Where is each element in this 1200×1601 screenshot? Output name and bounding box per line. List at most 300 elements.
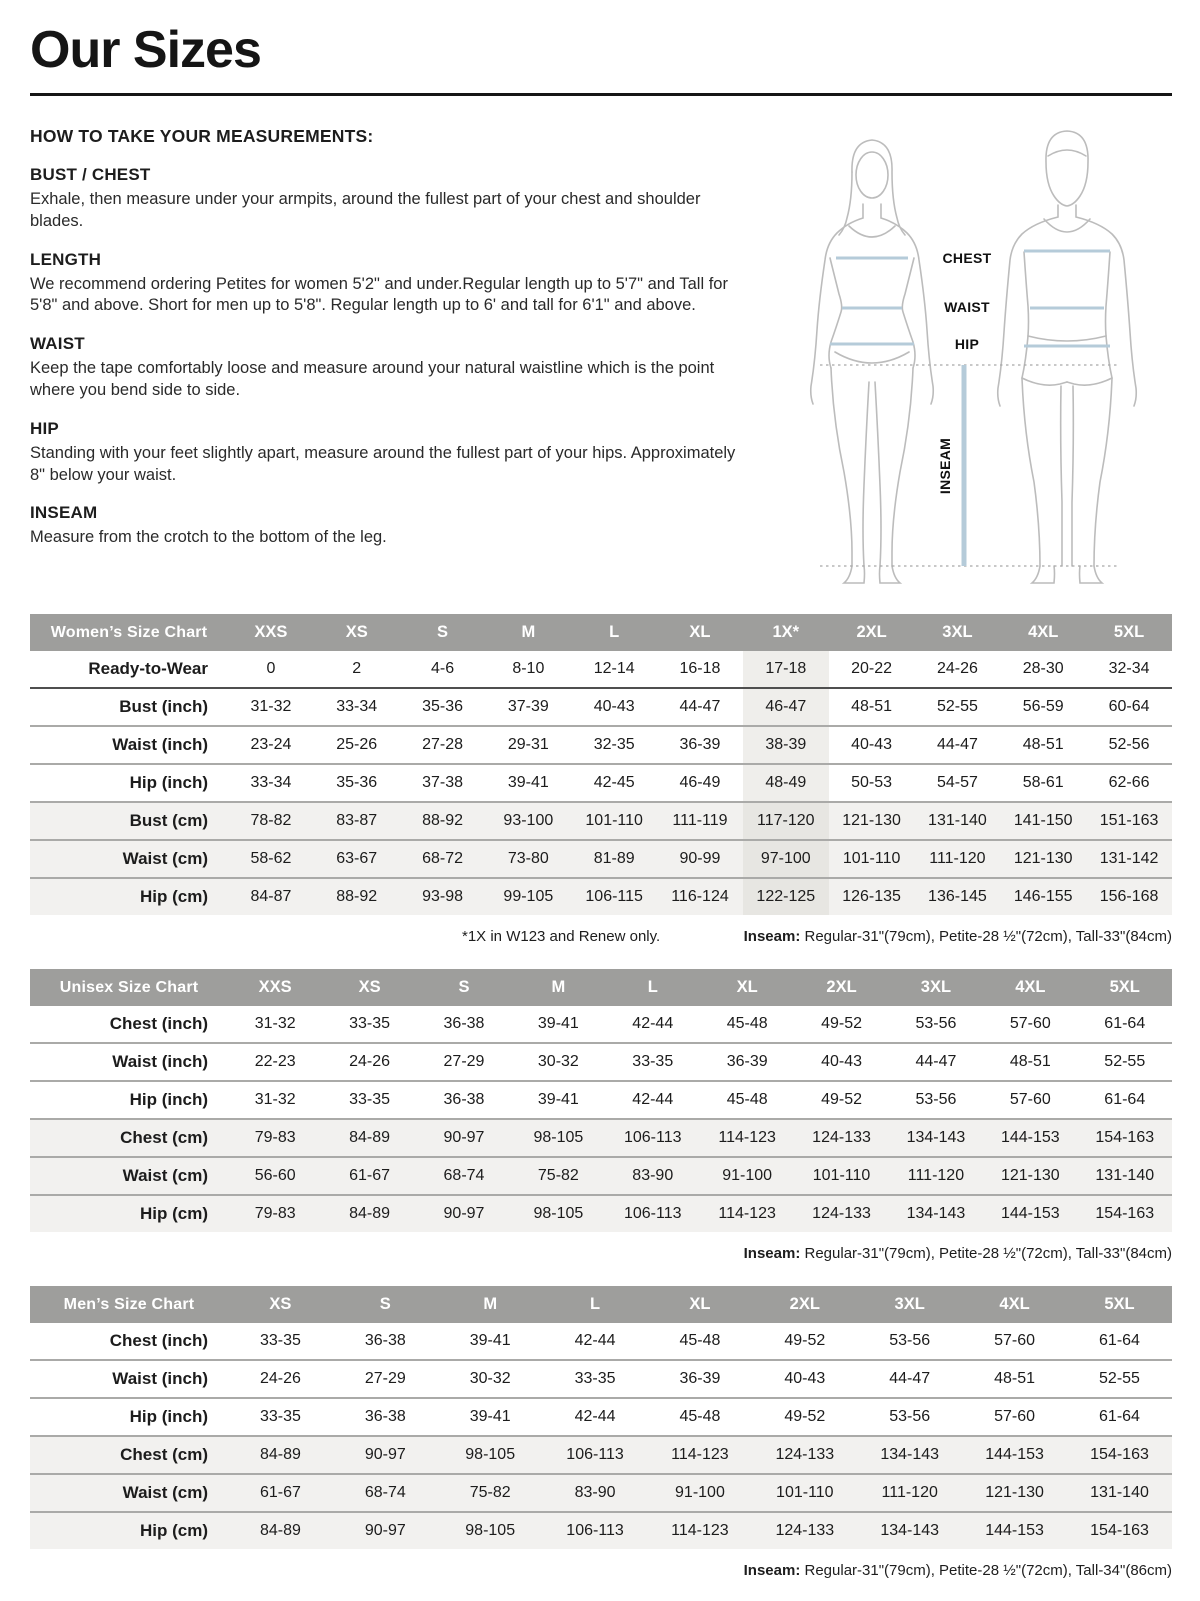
size-column-header: L [606,969,700,1006]
size-column-header: 5XL [1078,969,1172,1006]
size-cell: 33-35 [574,1370,616,1388]
size-cell: 42-44 [574,1408,616,1426]
inseam-note-text: Regular-31"(79cm), Petite-28 ½"(72cm), Tall-33"(84cm) [800,1245,1172,1263]
title-divider [30,93,1172,96]
size-cell: 134-143 [857,1436,962,1474]
size-cell: 49-52 [821,1015,862,1033]
section-title: INSEAM [30,503,98,523]
row-label: Hip (inch) [129,773,208,793]
row-label: Waist (inch) [112,735,208,755]
size-cell: 27-29 [364,1370,406,1388]
row-label: Bust (inch) [119,697,208,717]
size-cell: 48-51 [994,1370,1036,1388]
section-body: Exhale, then measure under your armpits, around the fullest part of your chest and shoulder blades. [30,190,701,230]
size-column-header: 3XL [915,614,1001,651]
size-cell: 90-97 [333,1436,438,1474]
size-cell: 24-26 [259,1370,301,1388]
size-cell: 84-89 [228,1436,333,1474]
size-cell: 78-82 [228,802,314,840]
size-cell: 90-97 [417,1119,511,1157]
size-cell: 84-89 [322,1195,416,1232]
size-cell: 88-92 [400,802,486,840]
top-section [30,120,1172,590]
size-cell: 20-22 [851,660,893,678]
womens-footnotes [30,928,1172,945]
size-cell: 24-26 [349,1053,391,1071]
row-label: Waist (inch) [112,1052,208,1072]
section-title: WAIST [30,334,85,354]
size-column-header: XL [700,969,794,1006]
size-cell: 30-32 [469,1370,511,1388]
size-column-header: 2XL [752,1286,857,1323]
size-cell: 33-35 [632,1053,674,1071]
size-cell: 101-110 [794,1157,888,1195]
size-cell: 73-80 [485,840,571,878]
size-cell: 33-35 [349,1091,391,1109]
size-cell: 111-120 [857,1474,962,1512]
size-cell: 57-60 [1009,1091,1051,1109]
section-body: Standing with your feet slightly apart, measure around the fullest part of your hips. Approximately 8" below your waist. [30,443,736,484]
size-cell: 101-110 [752,1474,857,1512]
mens-inseam-note [744,1562,1172,1579]
size-cell: 131-140 [1067,1474,1172,1512]
size-cell: 16-18 [679,660,721,678]
size-cell: 45-48 [679,1332,721,1350]
size-cell: 36-38 [443,1015,485,1033]
size-column-header: XS [322,969,416,1006]
size-cell: 121-130 [983,1157,1077,1195]
size-cell: 56-59 [1022,698,1064,716]
size-cell: 40-43 [821,1053,862,1071]
table-title: Women’s Size Chart [30,614,228,651]
row-label: Waist (cm) [30,1474,228,1512]
size-cell: 97-100 [743,840,829,878]
size-cell: 45-48 [726,1091,768,1109]
size-cell: 2 [352,660,362,678]
size-cell: 40-43 [851,736,893,754]
body-measurement-illustration [772,120,1172,590]
size-cell: 40-43 [784,1370,826,1388]
table-row [30,1474,1172,1512]
waist-label: WAIST [944,299,990,316]
size-cell: 68-74 [417,1157,511,1195]
size-cell: 91-100 [700,1157,794,1195]
row-label: Ready-to-Wear [88,659,208,679]
table-row [30,1081,1172,1119]
size-cell: 141-150 [1000,802,1086,840]
size-column-header: 3XL [857,1286,962,1323]
size-column-header: 2XL [829,614,915,651]
size-cell: 83-90 [606,1157,700,1195]
row-label: Hip (cm) [30,1512,228,1549]
size-cell: 131-140 [915,802,1001,840]
row-label: Waist (cm) [30,1157,228,1195]
row-label: Hip (inch) [129,1407,208,1427]
size-cell: 32-35 [593,736,635,754]
size-cell: 122-125 [743,878,829,915]
size-cell: 106-113 [606,1195,700,1232]
size-cell: 61-67 [228,1474,333,1512]
inseam-note-label: Inseam: [743,1245,801,1263]
size-cell: 144-153 [983,1119,1077,1157]
womens-inseam-note [744,928,1172,945]
section-hip [30,419,754,487]
size-cell: 57-60 [1009,1015,1051,1033]
size-cell: 46-49 [679,774,721,792]
size-cell: 68-72 [400,840,486,878]
size-cell: 33-35 [259,1332,301,1350]
inseam-note-text: Regular-31"(79cm), Petite-28 ½"(72cm), Tall-34"(86cm) [800,1562,1172,1580]
size-cell: 154-163 [1067,1512,1172,1549]
size-cell: 93-98 [400,878,486,915]
size-cell: 44-47 [889,1370,931,1388]
woman-figure [811,140,934,583]
size-cell: 98-105 [438,1436,543,1474]
size-cell: 84-89 [322,1119,416,1157]
size-cell: 49-52 [821,1091,862,1109]
row-label: Hip (cm) [30,1195,228,1232]
size-column-header: 2XL [794,969,888,1006]
size-cell: 144-153 [962,1436,1067,1474]
size-cell: 57-60 [994,1408,1036,1426]
table-row [30,1360,1172,1398]
size-cell: 116-124 [657,878,743,915]
header-row [30,969,1172,1006]
table-row [30,1398,1172,1436]
size-column-header: 1X* [743,614,829,651]
section-body: Measure from the crotch to the bottom of the leg. [30,528,387,547]
mens-size-chart [30,1286,1172,1549]
size-cell: 38-39 [743,726,829,764]
size-cell: 0 [266,660,276,678]
size-cell: 48-49 [743,764,829,802]
size-cell: 154-163 [1067,1436,1172,1474]
unisex-size-chart [30,969,1172,1232]
mens-footnotes [30,1562,1172,1579]
measurement-instructions [30,120,772,566]
size-cell: 31-32 [250,698,292,716]
section-title: HIP [30,418,59,438]
size-cell: 56-60 [228,1157,322,1195]
size-cell: 83-87 [314,802,400,840]
size-cell: 53-56 [889,1408,931,1426]
size-cell: 151-163 [1086,802,1172,840]
row-label: Chest (cm) [30,1436,228,1474]
unisex-footnotes [30,1245,1172,1262]
size-cell: 114-123 [648,1512,753,1549]
size-cell: 35-36 [336,774,378,792]
row-label: Waist (cm) [30,840,228,878]
inseam-note-label: Inseam: [743,1562,801,1580]
size-cell: 111-120 [915,840,1001,878]
size-cell: 8-10 [512,660,545,678]
size-column-header: 4XL [983,969,1077,1006]
size-cell: 111-119 [657,802,743,840]
chest-label: CHEST [942,250,992,267]
size-cell: 106-113 [606,1119,700,1157]
size-cell: 30-32 [537,1053,579,1071]
size-cell: 134-143 [857,1512,962,1549]
size-cell: 106-113 [543,1436,648,1474]
row-label: Waist (inch) [112,1369,208,1389]
inseam-label: INSEAM [937,438,953,495]
header-row [30,614,1172,651]
row-label: Chest (inch) [109,1331,208,1351]
size-column-header: XL [648,1286,753,1323]
section-body: Keep the tape comfortably loose and measure around your natural waistline which is the point where you bend side to side. [30,359,715,400]
size-cell: 46-47 [743,688,829,726]
size-column-header: XL [657,614,743,651]
size-column-header: L [571,614,657,651]
size-cell: 106-113 [543,1512,648,1549]
size-column-header: 5XL [1086,614,1172,651]
size-cell: 53-56 [915,1015,957,1033]
size-cell: 134-143 [889,1195,983,1232]
row-label: Chest (cm) [30,1119,228,1157]
size-cell: 61-64 [1104,1015,1146,1033]
size-cell: 49-52 [784,1332,826,1350]
size-cell: 117-120 [743,802,829,840]
size-cell: 36-39 [679,1370,721,1388]
size-column-header: XS [314,614,400,651]
inseam-note-text: Regular-31"(79cm), Petite-28 ½"(72cm), Tall-33"(84cm) [800,928,1172,946]
size-cell: 36-38 [364,1332,406,1350]
size-cell: 17-18 [743,651,829,688]
size-cell: 98-105 [511,1195,605,1232]
size-cell: 154-163 [1078,1119,1172,1157]
size-cell: 61-64 [1099,1408,1140,1426]
size-column-header: XS [228,1286,333,1323]
size-column-header: M [485,614,571,651]
row-label: Hip (inch) [129,1090,208,1110]
size-cell: 39-41 [469,1332,511,1350]
size-column-header: 5XL [1067,1286,1172,1323]
size-cell: 52-56 [1108,736,1150,754]
size-column-header: S [333,1286,438,1323]
section-length [30,250,754,318]
page-title: Our Sizes [30,21,261,79]
size-cell: 36-38 [443,1091,485,1109]
womens-size-chart [30,614,1172,915]
size-cell: 88-92 [314,878,400,915]
table-title: Men’s Size Chart [30,1286,228,1323]
size-cell: 24-26 [936,660,978,678]
table-row [30,1512,1172,1549]
section-title: LENGTH [30,249,102,269]
table-row [30,1119,1172,1157]
size-cell: 39-41 [537,1091,579,1109]
size-cell: 144-153 [962,1512,1067,1549]
size-cell: 48-51 [851,698,893,716]
measurement-diagram [772,120,1172,590]
size-cell: 83-90 [543,1474,648,1512]
size-cell: 106-115 [571,878,657,915]
man-figure [998,131,1137,583]
size-cell: 121-130 [1000,840,1086,878]
size-cell: 156-168 [1086,878,1172,915]
size-cell: 90-99 [657,840,743,878]
inseam-note-label: Inseam: [743,928,801,946]
size-cell: 121-130 [962,1474,1067,1512]
size-column-header: 4XL [962,1286,1067,1323]
size-cell: 44-47 [679,698,721,716]
size-cell: 57-60 [994,1332,1036,1350]
size-cell: 37-38 [422,774,463,792]
size-cell: 32-34 [1108,660,1150,678]
table-row [30,1436,1172,1474]
size-cell: 146-155 [1000,878,1086,915]
section-bust-chest [30,165,754,233]
size-cell: 98-105 [511,1119,605,1157]
size-cell: 35-36 [422,698,463,716]
hip-label: HIP [954,336,980,353]
size-cell: 45-48 [679,1408,721,1426]
section-waist [30,334,754,402]
section-title: BUST / CHEST [30,165,151,185]
size-cell: 52-55 [1104,1053,1146,1071]
section-body: We recommend ordering Petites for women 5'2" and under.Regular length up to 5'7" and Tall for 5'8" and above. Short for men up to 5'8". Regular length up to 6' and tall for 6'1" and above. [30,274,728,315]
size-cell: 101-110 [829,840,915,878]
size-cell: 124-133 [794,1195,888,1232]
size-cell: 75-82 [438,1474,543,1512]
table-row [30,1195,1172,1232]
table-row [30,1006,1172,1043]
size-cell: 90-97 [417,1195,511,1232]
size-cell: 79-83 [228,1119,322,1157]
size-cell: 126-135 [829,878,915,915]
size-cell: 12-14 [593,660,635,678]
size-cell: 124-133 [794,1119,888,1157]
size-cell: 25-26 [336,736,378,754]
size-column-header: S [400,614,486,651]
size-cell: 114-123 [700,1119,794,1157]
table-row [30,1157,1172,1195]
size-cell: 27-28 [422,736,463,754]
size-cell: 111-120 [889,1157,983,1195]
size-cell: 124-133 [752,1436,857,1474]
size-column-header: M [438,1286,543,1323]
size-cell: 58-62 [228,840,314,878]
size-cell: 62-66 [1108,774,1150,792]
size-cell: 48-51 [1022,736,1064,754]
size-cell: 45-48 [726,1015,768,1033]
size-column-header: 3XL [889,969,983,1006]
size-cell: 4-6 [430,660,455,678]
size-cell: 84-87 [228,878,314,915]
size-cell: 42-44 [632,1091,674,1109]
size-cell: 40-43 [593,698,635,716]
size-cell: 98-105 [438,1512,543,1549]
size-cell: 63-67 [314,840,400,878]
size-cell: 48-51 [1009,1053,1051,1071]
size-cell: 54-57 [936,774,978,792]
size-cell: 81-89 [571,840,657,878]
table-row [30,840,1172,878]
size-cell: 91-100 [648,1474,753,1512]
size-cell: 44-47 [915,1053,957,1071]
size-cell: 29-31 [507,736,549,754]
size-column-header: 4XL [1000,614,1086,651]
unisex-inseam-note [744,1245,1172,1262]
size-column-header: M [511,969,605,1006]
size-cell: 42-45 [593,774,635,792]
table-row [30,726,1172,764]
size-column-header: S [417,969,511,1006]
size-cell: 33-35 [349,1015,391,1033]
header-row [30,1286,1172,1323]
size-column-header: L [543,1286,648,1323]
size-cell: 121-130 [829,802,915,840]
size-cell: 84-89 [228,1512,333,1549]
size-cell: 39-41 [507,774,549,792]
size-cell: 136-145 [915,878,1001,915]
size-cell: 31-32 [254,1091,296,1109]
size-cell: 61-67 [322,1157,416,1195]
size-cell: 131-140 [1078,1157,1172,1195]
table-row [30,651,1172,688]
table-row [30,878,1172,915]
size-cell: 33-34 [336,698,378,716]
size-cell: 33-34 [250,774,292,792]
size-cell: 39-41 [537,1015,579,1033]
size-cell: 39-41 [469,1408,511,1426]
size-cell: 58-61 [1022,774,1064,792]
size-cell: 61-64 [1104,1091,1146,1109]
table-row [30,802,1172,840]
size-cell: 124-133 [752,1512,857,1549]
size-cell: 28-30 [1022,660,1064,678]
one-x-footnote: *1X in W123 and Renew only. [462,928,661,946]
size-cell: 154-163 [1078,1195,1172,1232]
size-cell: 36-39 [679,736,721,754]
size-cell: 27-29 [443,1053,485,1071]
size-cell: 53-56 [889,1332,931,1350]
size-cell: 53-56 [915,1091,957,1109]
table-row [30,1323,1172,1360]
size-cell: 23-24 [250,736,292,754]
size-cell: 60-64 [1108,698,1150,716]
size-cell: 33-35 [259,1408,301,1426]
size-cell: 99-105 [485,878,571,915]
size-cell: 114-123 [700,1195,794,1232]
size-cell: 22-23 [254,1053,296,1071]
size-cell: 42-44 [574,1332,616,1350]
size-cell: 61-64 [1099,1332,1140,1350]
size-cell: 50-53 [851,774,893,792]
section-inseam [30,503,754,549]
size-cell: 37-39 [507,698,549,716]
howto-heading: HOW TO TAKE YOUR MEASUREMENTS: [30,126,374,147]
size-cell: 68-74 [333,1474,438,1512]
size-cell: 101-110 [571,802,657,840]
size-column-header: XXS [228,614,314,651]
row-label: Hip (cm) [30,878,228,915]
table-title: Unisex Size Chart [30,969,228,1006]
size-cell: 79-83 [228,1195,322,1232]
size-cell: 90-97 [333,1512,438,1549]
row-label: Chest (inch) [109,1014,208,1034]
size-cell: 114-123 [648,1436,753,1474]
size-cell: 131-142 [1086,840,1172,878]
size-cell: 52-55 [936,698,978,716]
size-cell: 36-38 [364,1408,406,1426]
size-cell: 42-44 [632,1015,674,1033]
table-row [30,1043,1172,1081]
size-cell: 134-143 [889,1119,983,1157]
table-row [30,764,1172,802]
size-cell: 52-55 [1099,1370,1140,1388]
size-cell: 31-32 [254,1015,296,1033]
